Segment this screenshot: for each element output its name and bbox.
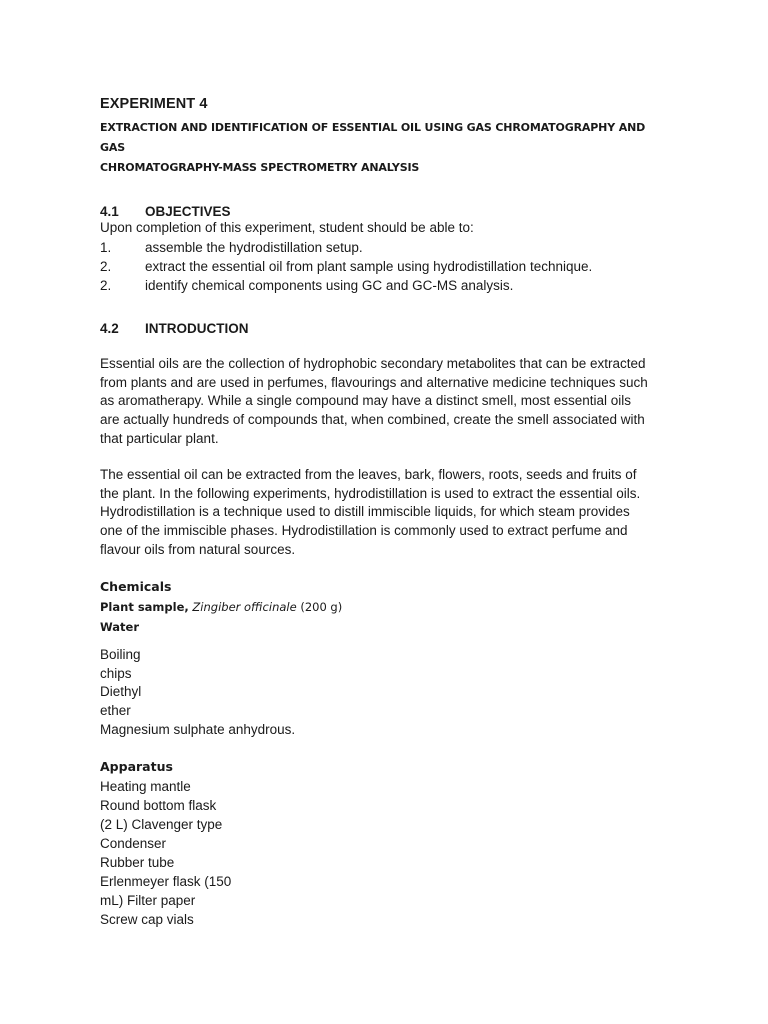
paragraph-line: from plants and are used in perfumes, flavourings and alternative medicine techniques such [100,374,648,390]
paragraph-line: are actually hundreds of compounds that, when combined, create the smell associated with [100,412,645,428]
section-number: 4.1 [100,204,119,219]
list-item-number: 2. [100,258,112,274]
list-item: Erlenmeyer flask (150 [100,873,232,889]
water-label: Water [100,619,140,634]
experiment-subtitle [100,118,663,178]
plant-species: Zingiber officinale [192,599,297,614]
list-item: Screw cap vials [100,911,194,927]
chemicals-list [100,646,663,740]
list-item: ether [100,703,131,719]
list-item [100,276,663,295]
list-item: Rubber tube [100,854,175,870]
paragraph-line: one of the immiscible phases. Hydrodistillation is commonly used to extract perfume and [100,523,628,539]
chemicals-heading: Chemicals [100,578,172,594]
introduction-paragraph [100,466,663,560]
plant-sample-label: Plant sample, [100,599,189,614]
list-item: Magnesium sulphate anhydrous. [100,721,296,737]
plant-amount: (200 g) [300,599,343,614]
list-item: Heating mantle [100,778,191,794]
list-item-number: 2. [100,277,112,293]
paragraph-line: flavour oils from natural sources. [100,541,296,557]
objectives-heading [100,204,663,219]
list-item: Condenser [100,835,167,851]
introduction-heading [100,321,663,336]
section-title: INTRODUCTION [145,320,249,336]
paragraph-line: Essential oils are the collection of hydrophobic secondary metabolites that can be extracted [100,355,646,371]
paragraph-line: Hydrodistillation is a technique used to distill immiscible liquids, for which steam provides [100,504,630,520]
water-line [100,617,663,637]
list-item: (2 L) Clavenger type [100,816,223,832]
list-item-text: identify chemical components using GC and GC-MS analysis. [145,277,514,293]
list-item [100,257,663,276]
apparatus-list [100,777,663,929]
document-page [100,96,663,929]
paragraph-line: The essential oil can be extracted from the leaves, bark, flowers, roots, seeds and fruits of [100,466,637,482]
list-item: chips [100,665,132,681]
list-item: Round bottom flask [100,797,217,813]
plant-sample-line [100,597,663,617]
paragraph-line: the plant. In the following experiments, hydrodistillation is used to extract the essential oils. [100,485,641,501]
list-item [100,238,663,257]
objectives-intro: Upon completion of this experiment, student should be able to: [100,220,474,235]
list-item-text: extract the essential oil from plant sample using hydrodistillation technique. [145,258,593,274]
list-item: Boiling [100,646,141,662]
experiment-subtitle-line: CHROMATOGRAPHY-MASS SPECTROMETRY ANALYSIS [100,161,420,174]
objectives-list [100,238,663,295]
experiment-subtitle-line: EXTRACTION AND IDENTIFICATION OF ESSENTIAL OIL USING GAS CHROMATOGRAPHY AND GAS [100,121,646,154]
paragraph-line: as aromatherapy. While a single compound may have a distinct smell, most essential oils [100,393,631,409]
experiment-title: EXPERIMENT 4 [100,96,208,112]
list-item-number: 1. [100,239,112,255]
introduction-paragraph [100,355,663,449]
list-item-text: assemble the hydrodistillation setup. [145,239,363,255]
list-item: mL) Filter paper [100,892,196,908]
list-item: Diethyl [100,684,142,700]
section-title: OBJECTIVES [145,204,231,219]
paragraph-line: that particular plant. [100,430,219,446]
section-number: 4.2 [100,320,119,336]
apparatus-heading: Apparatus [100,758,173,774]
